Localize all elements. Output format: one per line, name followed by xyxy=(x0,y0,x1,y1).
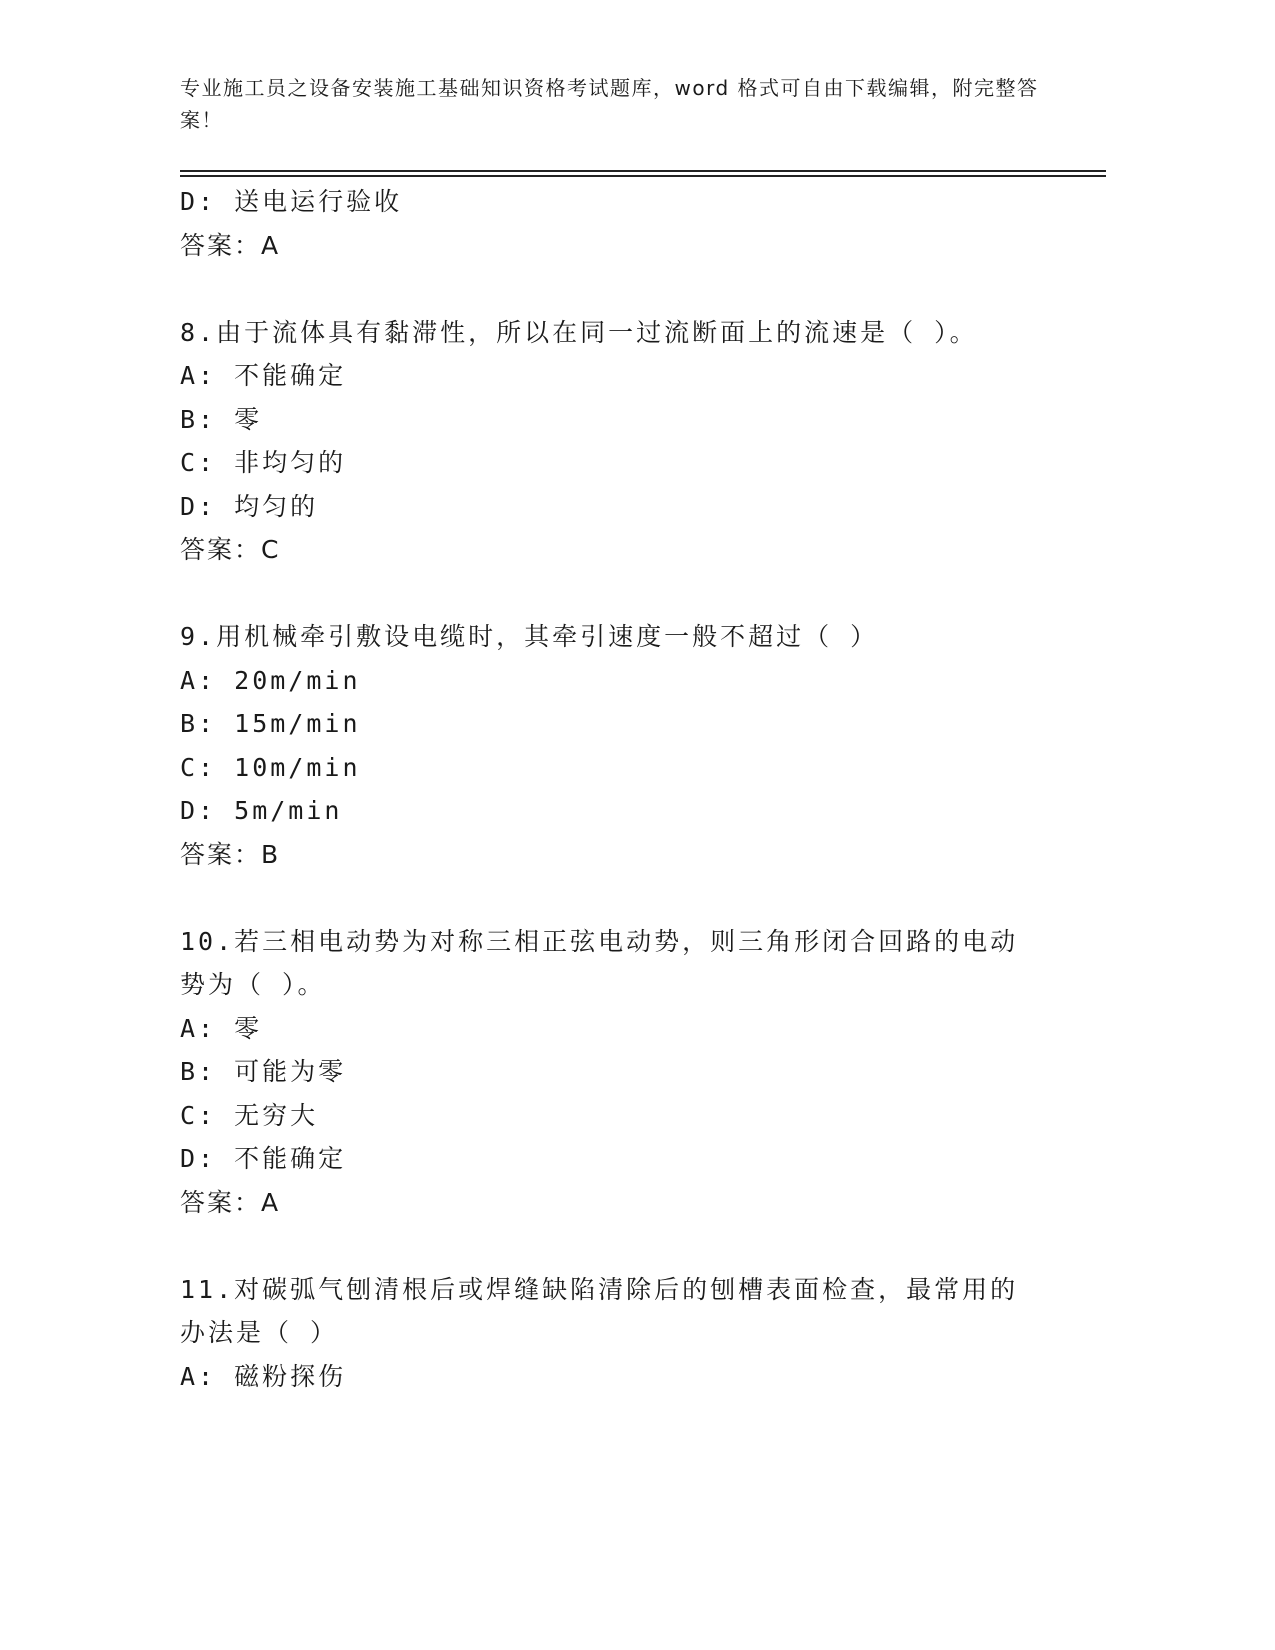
spacer xyxy=(180,876,1040,920)
option-c: C: 无穷大 xyxy=(180,1100,319,1130)
question-stem: 9.用机械牵引敷设电缆时，其牵引速度一般不超过（ ） xyxy=(180,622,879,651)
question-stem: 10.若三相电动势为对称三相正弦电动势，则三角形闭合回路的电动势为（ ）。 xyxy=(180,926,1019,999)
answer-line: 答案：A xyxy=(180,1187,281,1217)
spacer xyxy=(180,1224,1040,1268)
option-a: A: 磁粉探伤 xyxy=(180,1361,347,1391)
option-b: B: 15m/min xyxy=(180,709,361,738)
page-header: 专业施工员之设备安装施工基础知识资格考试题库，word 格式可自由下载编辑，附完整答案！ xyxy=(180,76,1039,132)
option-d: D: 送电运行验收 xyxy=(180,187,403,216)
header-rule-second xyxy=(180,175,1106,177)
option-d: D: 5m/min xyxy=(180,796,343,825)
header-rule xyxy=(180,170,1106,172)
option-d: D: 均匀的 xyxy=(180,491,319,521)
option-d: D: 不能确定 xyxy=(180,1144,347,1173)
answer-line: 答案：A xyxy=(180,230,281,260)
spacer xyxy=(180,267,1040,311)
question-stem: 11.对碳弧气刨清根后或焊缝缺陷清除后的刨槽表面检查，最常用的办法是（ ） xyxy=(180,1274,1019,1347)
option-c: C: 10m/min xyxy=(180,752,361,782)
question-content xyxy=(180,180,1040,1398)
spacer xyxy=(180,572,1040,616)
option-a: A: 零 xyxy=(180,1013,263,1043)
option-b: B: 零 xyxy=(180,404,263,434)
option-c: C: 非均匀的 xyxy=(180,448,347,477)
option-b: B: 可能为零 xyxy=(180,1057,347,1086)
question-stem: 8.由于流体具有黏滞性，所以在同一过流断面上的流速是（ ）。 xyxy=(180,317,978,347)
answer-line: 答案：C xyxy=(180,535,281,564)
answer-line: 答案：B xyxy=(180,839,281,869)
option-a: A: 20m/min xyxy=(180,665,361,695)
option-a: A: 不能确定 xyxy=(180,361,347,390)
